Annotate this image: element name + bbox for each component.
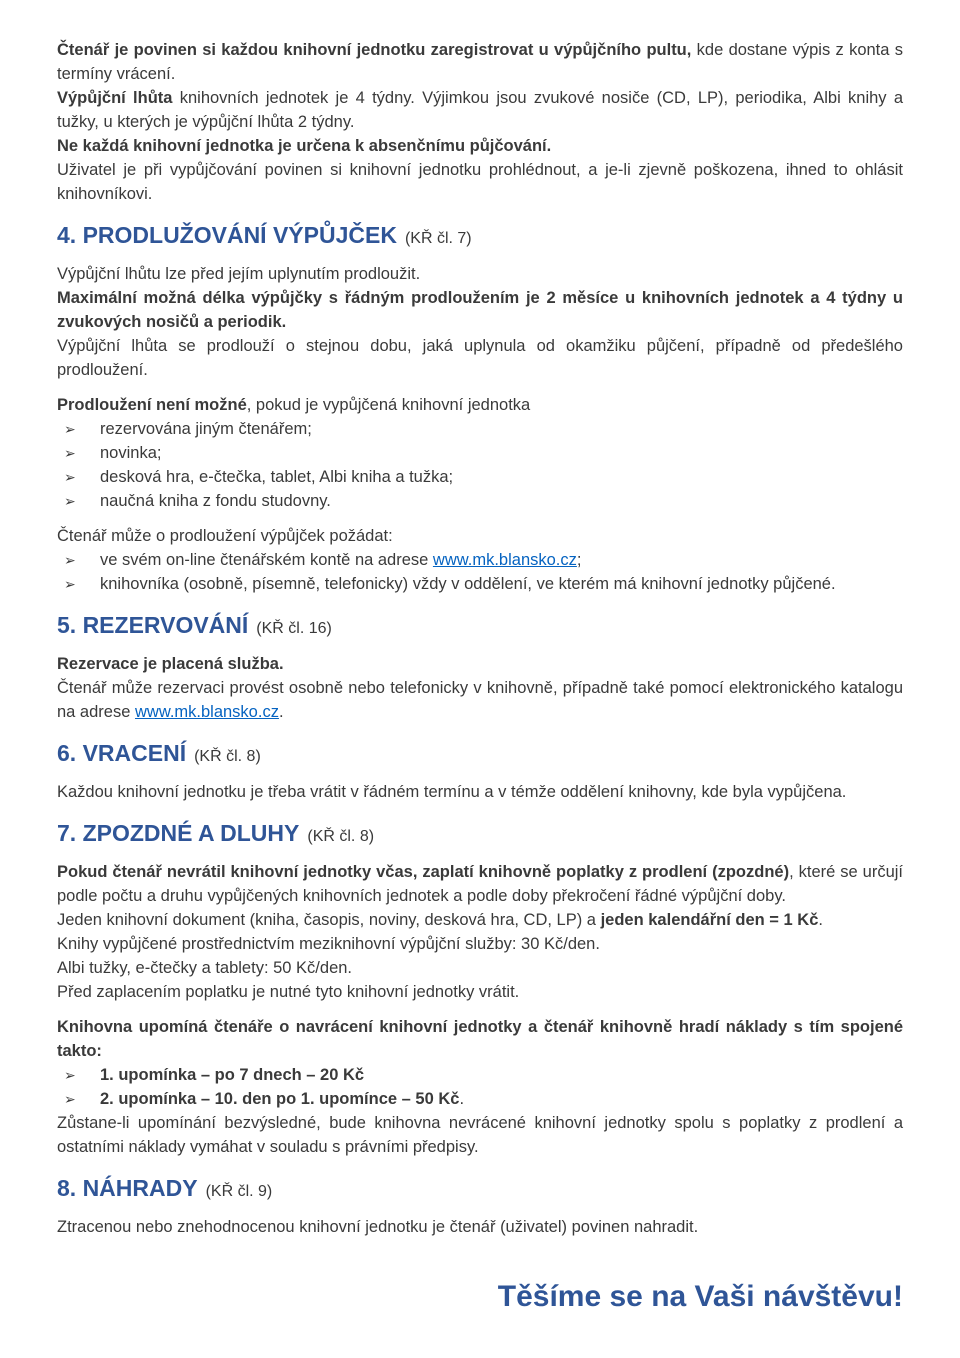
list-item <box>57 441 903 465</box>
list-item <box>57 489 903 513</box>
section-6-title: 6. VRACENÍ <box>57 740 187 766</box>
paragraph-replacement-rule: Ztracenou nebo znehodnocenou knihovní jednotku je čtenář (uživatel) povinen nahradit. <box>57 1218 699 1236</box>
paragraph-prolong-not-possible <box>57 393 903 417</box>
link-mk-blansko[interactable]: www.mk.blansko.cz <box>432 551 577 569</box>
paragraph-albi-fee: Albi tužky, e-čtečky a tablety: 50 Kč/den. <box>57 959 353 977</box>
not-possible-label: Prodloužení není možné <box>57 396 247 414</box>
arrow-bullet-icon: ➢ <box>64 493 76 509</box>
section-6-ref: (KŘ čl. 8) <box>194 748 261 765</box>
reservation-how-post: . <box>278 703 284 721</box>
section-5-heading <box>57 610 903 644</box>
section-4-ref: (KŘ čl. 7) <box>404 230 472 247</box>
list-item-text <box>100 1087 903 1111</box>
paragraph-inspect-rule: Uživatel je při vypůjčování povinen si knihovní jednotku prohlédnout, a je-li zjevně poškozena, ihned to ohlásit knihovníkovi. <box>57 161 903 203</box>
loan-period-label: Výpůjční lhůta <box>57 89 173 107</box>
link-mk-blansko[interactable]: www.mk.blansko.cz <box>134 703 279 721</box>
section-vraceni <box>57 738 903 804</box>
paragraph-fee-per-day <box>57 908 903 932</box>
online-account-post: ; <box>576 551 582 569</box>
reservation-how-text: Čtenář může rezervaci provést osobně nebo telefonicky v knihovně, případně také pomocí elektronického katalogu na adrese <box>57 679 903 721</box>
section-7-title: 7. ZPOZDNÉ A DLUHY <box>57 820 300 846</box>
list-item <box>57 1063 903 1087</box>
section-8-heading <box>57 1173 903 1207</box>
paragraph-prolong-intro: Výpůjční lhůtu lze před jejím uplynutím prodloužit. <box>57 265 421 283</box>
not-possible-rest: , pokud je vypůjčená knihovní jednotka <box>246 396 531 414</box>
arrow-bullet-icon: ➢ <box>64 421 76 437</box>
list-item <box>57 417 903 441</box>
late-fees-rest: , které se určují podle počtu a druhu vypůjčených knihovních jednotek a podle doby překročení řádné výpůjční doby. <box>57 863 904 905</box>
section-nahrady <box>57 1173 903 1239</box>
paragraph-return-before-pay: Před zaplacením poplatku je nutné tyto knihovní jednotky vrátit. <box>57 983 520 1001</box>
list-item-text: rezervována jiným čtenářem; <box>100 420 312 438</box>
max-length-text: Maximální možná délka výpůjčky s řádným prodloužením je 2 měsíce u knihovních jednotek a 4 týdny u zvukových nosičů a periodik. <box>57 289 903 331</box>
section-prodluzovani <box>57 220 903 596</box>
fee-per-day-pre: Jeden knihovní dokument (kniha, časopis, noviny, desková hra, CD, LP) a <box>57 911 601 929</box>
paragraph-paid-service <box>57 652 903 676</box>
first-reminder-text: 1. upomínka – po 7 dnech – 20 Kč <box>100 1066 365 1084</box>
paragraph-max-length <box>57 286 903 334</box>
list-item <box>57 572 903 596</box>
second-reminder-text: 2. upomínka – 10. den po 1. upomínce – 50 Kč <box>100 1090 460 1108</box>
arrow-bullet-icon: ➢ <box>64 1091 76 1107</box>
registration-rule-text: Čtenář je povinen si každou knihovní jednotku zaregistrovat u výpůjčního pultu, <box>57 41 692 59</box>
paragraph-absence-rule <box>57 134 903 158</box>
not-possible-list <box>57 417 903 513</box>
list-item-text <box>100 1063 903 1087</box>
closing-message: Těšíme se na Vaši návštěvu! <box>497 1280 903 1313</box>
section-7-ref: (KŘ čl. 8) <box>307 828 375 845</box>
online-account-text: ve svém on-line čtenářském kontě na adrese <box>100 551 433 569</box>
reminders-list <box>57 1063 903 1111</box>
list-item-text: novinka; <box>100 444 162 462</box>
absence-rule-text: Ne každá knihovní jednotka je určena k absenčnímu půjčování. <box>57 137 552 155</box>
paragraph-loan-period <box>57 86 903 134</box>
list-item <box>57 548 903 572</box>
paragraph-reminders-intro <box>57 1015 903 1063</box>
paragraph-return-rule: Každou knihovní jednotku je třeba vrátit v řádném termínu a v témže oddělení knihovny, kde byla vypůjčena. <box>57 783 847 801</box>
fee-per-day-post: . <box>818 911 823 929</box>
paragraph-prolong-duration: Výpůjční lhůta se prodlouží o stejnou dobu, jaká uplynula od okamžiku půjčení, případně od předešlého prodloužení. <box>57 337 903 379</box>
second-reminder-post: . <box>459 1090 465 1108</box>
loan-period-rest: knihovních jednotek je 4 týdny. Výjimkou jsou zvukové nosiče (CD, LP), periodika, Albi knihy a tužky, u kterých je výpůjční lhůta 2 týdny. <box>57 89 903 131</box>
arrow-bullet-icon: ➢ <box>64 552 76 568</box>
section-4-title: 4. PRODLUŽOVÁNÍ VÝPŮJČEK <box>57 222 397 248</box>
section-6-heading <box>57 738 903 772</box>
paragraph-legal-enforcement: Zůstane-li upomínání bezvýsledné, bude knihovna nevrácené knihovní jednotky spolu s poplatky z prodlení a ostatními náklady vymáhat v souladu s právními předpisy. <box>57 1114 903 1156</box>
list-item <box>57 465 903 489</box>
list-item-text: desková hra, e-čtečka, tablet, Albi kniha a tužka; <box>100 468 454 486</box>
section-5-ref: (KŘ čl. 16) <box>256 620 332 637</box>
section-8-ref: (KŘ čl. 9) <box>205 1183 273 1200</box>
list-item <box>57 1087 903 1111</box>
list-item-text: knihovníka (osobně, písemně, telefonicky) vždy v oddělení, ve kterém má knihovní jednotky půjčené. <box>100 575 836 593</box>
reminders-intro-text: Knihovna upomíná čtenáře o navrácení knihovní jednotky a čtenář knihovně hradí náklady s tím spojené takto: <box>57 1018 903 1060</box>
paragraph-how-to-request: Čtenář může o prodloužení výpůjček požádat: <box>57 527 393 545</box>
paragraph-interlibrary-fee: Knihy vypůjčené prostřednictvím meziknihovní výpůjční služby: 30 Kč/den. <box>57 935 600 953</box>
section-zpozdne-a-dluhy <box>57 818 903 1159</box>
late-fees-text: Pokud čtenář nevrátil knihovní jednotky včas, zaplatí knihovně poplatky z prodlení (zpozdné) <box>57 863 790 881</box>
list-item-text: naučná kniha z fondu studovny. <box>100 492 331 510</box>
arrow-bullet-icon: ➢ <box>64 445 76 461</box>
registration-rule-rest: kde dostane výpis z konta s termíny vrácení. <box>57 41 903 83</box>
paragraph-registration <box>57 38 903 86</box>
paid-service-text: Rezervace je placená služba. <box>57 655 284 673</box>
paragraph-reservation-how <box>57 676 903 724</box>
fee-per-day-amount: jeden kalendářní den = 1 Kč <box>600 911 819 929</box>
section-5-title: 5. REZERVOVÁNÍ <box>57 612 249 638</box>
arrow-bullet-icon: ➢ <box>64 576 76 592</box>
paragraph-late-fees <box>57 860 903 908</box>
section-7-heading <box>57 818 903 852</box>
arrow-bullet-icon: ➢ <box>64 469 76 485</box>
request-methods-list <box>57 548 903 596</box>
arrow-bullet-icon: ➢ <box>64 1067 76 1083</box>
list-item-text <box>100 548 903 572</box>
section-4-heading <box>57 220 903 254</box>
section-rezervovani <box>57 610 903 724</box>
section-8-title: 8. NÁHRADY <box>57 1175 198 1201</box>
